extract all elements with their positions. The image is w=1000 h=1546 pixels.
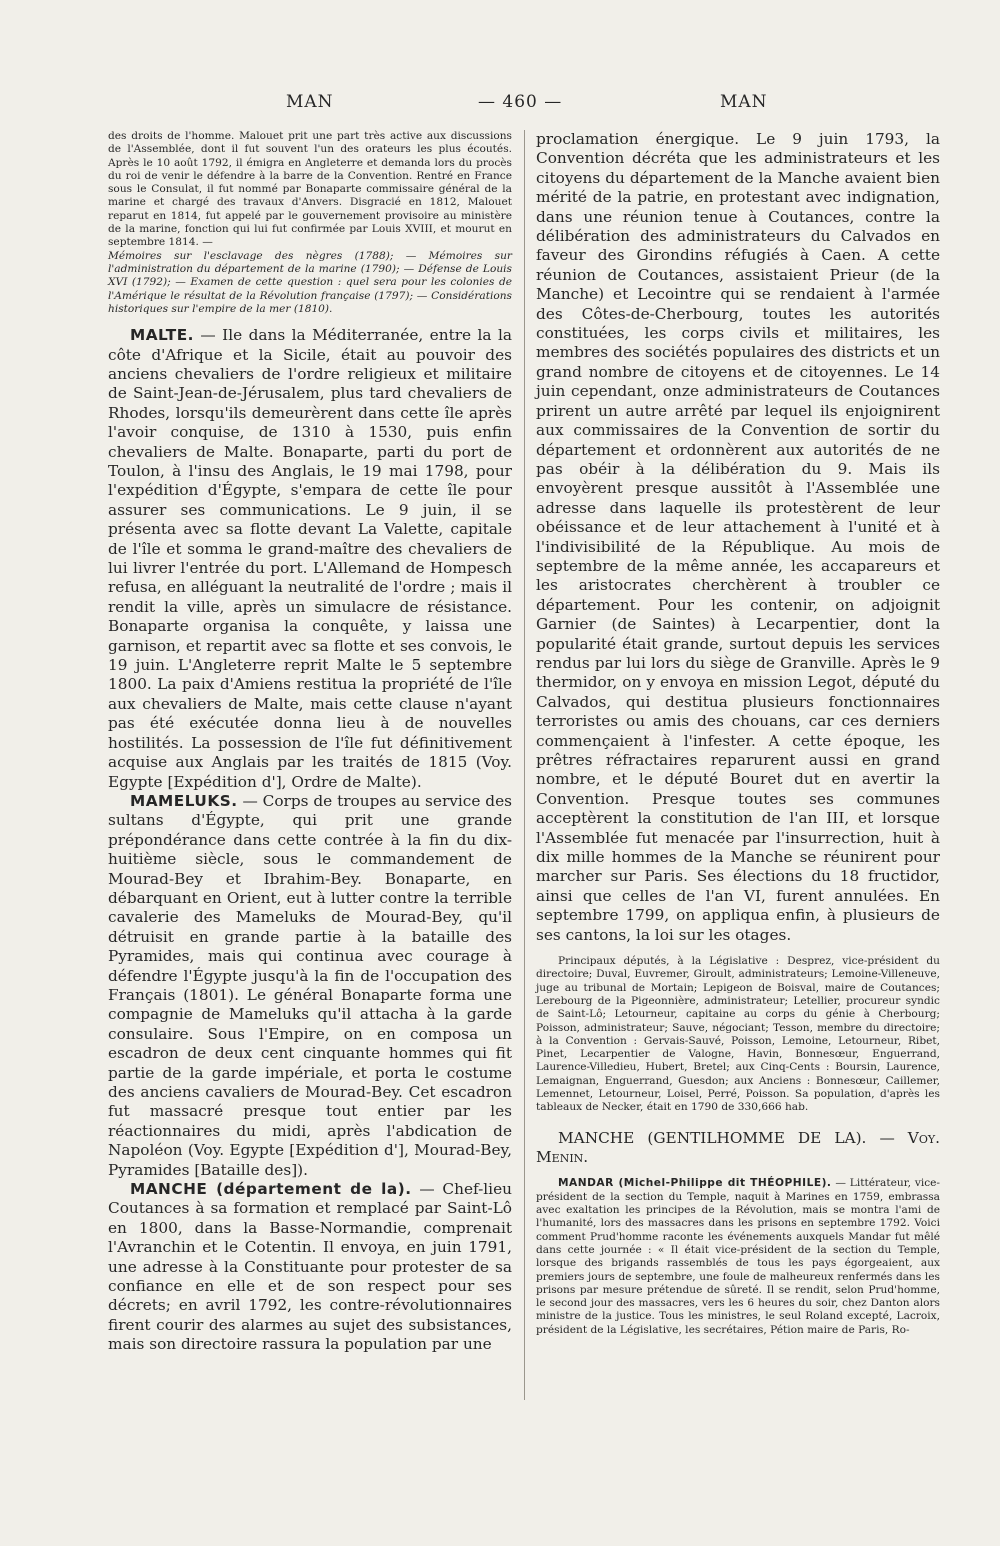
- headword-mandar: MANDAR (Michel-Philippe dit THÉOPHILE).: [558, 1177, 832, 1190]
- header-left-word: MAN: [286, 92, 334, 112]
- entry-mandar-text: — Littérateur, vice-président de la section du Temple, naquit à Marines en 1759, embrassa avec exaltation les principes de la Révolution, mais se montra l'ami de l'humanité, lors des massacres dans les prisons en septembre 1792. Voici comment Prud'homme raconte les événements auxquels Mandar fut mêlé dans cette journée : « Il était vice-président de la section du Temple, lorsque des brigands rassemblés de tous les pays égorgeaient, aux premiers jours de septembre, une foule de malheureux renfermés dans les prisons par mesure prétendue de sûreté. Il se rendit, selon Prud'homme, le second jour des massacres, vers les 6 heures du soir, chez Danton alors ministre de la justice. Tous les ministres, le seul Roland excepté, Lacroix, président de la Législative, les secrétaires, Pétion maire de Paris, Ro-: [536, 1177, 941, 1336]
- entry-mameluks: [108, 792, 512, 1180]
- running-header: [0, 92, 1000, 120]
- headword-manche: MANCHE (département de la).: [130, 1180, 412, 1199]
- entry-malte-text: — Ile dans la Méditerranée, entre la la côte d'Afrique et la Sicile, était au pouvoir des anciens chevaliers de l'ordre religieux et militaire de Saint-Jean-de-Jérusalem, plus tard chevaliers de Rhodes, lorsqu'ils demeurèrent dans cette île après l'avoir conquise, de 1310 à 1530, puis enfin chevaliers de Malte. Bonaparte, parti du port de Toulon, à l'insu des Anglais, le 19 mai 1798, pour l'expédition d'Égypte, s'empara de cette île pour assurer ses communications. Le 9 juin, il se présenta avec sa flotte devant La Valette, capitale de l'île et somma le grand-maître des chevaliers de lui livrer l'entrée du port. L'Allemand de Hompesch refusa, en alléguant la neutralité de l'ordre ; mais il rendit la ville, après un simulacre de résistance. Bonaparte organisa la conquête, y laissa une garnison, et repartit avec sa flotte et ses convois, le 19 juin. L'Angleterre reprit Malte le 5 septembre 1800. La paix d'Amiens restitua la propriété de l'île aux chevaliers de Malte, mais cette clause n'ayant pas été exécutée donna lieu à de nouvelles hostilités. La possession de l'île fut définitivement acquise aux Anglais par les traités de 1815 (Voy. Egypte [Expédition d'], Ordre de Malte).: [108, 326, 512, 791]
- manche-deputes: Principaux députés, à la Législative : Desprez, vice-président du directoire; Duval, Euvremer, Giroult, administrateurs; Lemoine-Villeneuve, juge au tribunal de Mortain; Lepigeon de Boisval, maire de Coutances; Lerebourg de la Pigeonnière, administrateur; Letellier, procureur syndic de Saint-Lô; Letourneur, capitaine au corps du génie à Cherbourg; Poisson, administrateur; Sauve, négociant; Tesson, membre du directoire; à la Convention : Gervais-Sauvé, Poisson, Lemoine, Letourneur, Ribet, Pinet, Lecarpentier de Valogne, Havin, Bonnesœur, Enguerrand, Laurence-Villedieu, Hubert, Bretel; aux Cinq-Cents : Boursin, Laurence, Lemaignan, Enguerrand, Guesdon; aux Anciens : Bonnesœur, Caillemer, Lemennet, Letourneur, Loisel, Perré, Poisson. Sa population, d'après les tableaux de Necker, était en 1790 de 330,666 hab.: [536, 955, 940, 1114]
- entry-mandar: [536, 1177, 940, 1337]
- entry-malte: [108, 326, 512, 792]
- column-divider: [524, 130, 525, 1400]
- headword-mameluks: MAMELUKS.: [130, 791, 238, 810]
- entry-mameluks-text: — Corps de troupes au service des sultans d'Égypte, qui prit une grande prépondérance dans cette contrée à la fin du dix-huitième siècle, sous le commandement de Mourad-Bey et Ibrahim-Bey. Bonaparte, en débarquant en Orient, eut à lutter contre la terrible cavalerie des Mameluks de Mourad-Bey, qu'il détruisit en grande partie à la bataille des Pyramides, mais qui continua avec courage à défendre l'Égypte jusqu'à la fin de l'occupation des Français (1801). Le général Bonaparte forma une compagnie de Mameluks qu'il attacha à la garde consulaire. Sous l'Empire, on en composa un escadron de deux cent cinquante hommes qui fit partie de la garde impériale, et porta le costume des anciens cavaliers de Mourad-Bey. Cet escadron fut massacré presque tout entier par les réactionnaires du midi, après l'abdication de Napoléon (Voy. Egypte [Expédition d'], Mourad-Bey, Pyramides [Bataille des]).: [108, 791, 512, 1179]
- headword-malte: MALTE.: [130, 326, 194, 345]
- entry-manche: [108, 1180, 512, 1355]
- page-number: — 460 —: [478, 92, 563, 112]
- entry-manche-continued: proclamation énergique. Le 9 juin 1793, la Convention décréta que les administrateurs et les citoyens du département de la Manche avaient bien mérité de la patrie, en protestant avec indignation, dans une réunion tenue à Coutances, contre la délibération des administrateurs du Calvados en faveur des Girondins réfugiés à Caen. A cette réunion de Coutances, assistaient Prieur (de la Manche) et Lecointre qui se rendaient à l'armée des Côtes-de-Cherbourg, toutes les autorités constituées, les corps civils et militaires, les membres des sociétés populaires des districts et un grand nombre de citoyens et de citoyennes. Le 14 juin cependant, onze administrateurs de Coutances prirent un autre arrêté par lequel ils enjoignirent aux commissaires de la Convention de sortir du département et ordonnèrent aux autorités de ne pas obéir à la délibération du 9. Mais ils envoyèrent presque aussitôt à l'Assemblée une adresse dans laquelle ils protestèrent de leur obéissance et de leur attachement à l'unité et à l'indivisibilité de la République. Au mois de septembre de la même année, les accapareurs et les aristocrates cherchèrent à troubler ce département. Pour les contenir, on adjoignit Garnier (de Saintes) à Lecarpentier, dont la popularité était grande, surtout depuis les services rendus par lui lors du siège de Granville. Après le 9 thermidor, on y envoya en mission Legot, député du Calvados, qui destitua plusieurs fonctionnaires terroristes ou amis des chouans, car ces derniers commençaient à l'infester. A cette époque, les prêtres réfractaires reparurent aussi en grand nombre, et le député Bouret dut en avertir la Convention. Presque toutes ses communes acceptèrent la constitution de l'an III, et lorsque l'Assemblée fut menacée par l'insurrection, huit à dix mille hommes de la Manche se réunirent pour marcher sur Paris. Ses élections du 18 fructidor, ainsi que celles de l'an VI, furent annulées. En septembre 1799, on appliqua enfin, à plusieurs de ses cantons, la loi sur les otages.: [536, 130, 940, 944]
- malouet-continuation: des droits de l'homme. Malouet prit une part très active aux discussions de l'Assemblée, dont il fut souvent l'un des orateurs les plus écoutés. Après le 10 août 1792, il émigra en Angleterre et demanda lors du procès du roi de venir le défendre à la barre de la Convention. Rentré en France sous le Consulat, il fut nommé par Bonaparte commissaire général de la marine et chargé des travaux d'Anvers. Disgracié en 1812, Malouet reparut en 1814, fut appelé par le gouvernement provisoire au ministère de la marine, fonction qui lui fut confirmée par Louis XVIII, et mourut en septembre 1814. —: [108, 130, 512, 249]
- entry-manche-text-a: — Chef-lieu Coutances à sa formation et remplacé par Saint-Lô en 1800, dans la Basse-Normandie, comprenait l'Avranchin et le Cotentin. Il envoya, en juin 1791, une adresse à la Constituante pour protester de sa confiance en elle et de son respect pour ses décrets; en avril 1792, les contre-révolutionnaires firent courir des alarmes au sujet des subsistances, mais son directoire rassura la population par une: [108, 1180, 512, 1354]
- header-right-word: MAN: [720, 92, 768, 112]
- entry-manche-gentilhomme: MANCHE (GENTILHOMME DE LA). — Voy. Menin.: [536, 1128, 940, 1167]
- right-column: [536, 130, 940, 1337]
- malouet-works: Mémoires sur l'esclavage des nègres (1788); — Mémoires sur l'administration du département de la marine (1790); — Défense de Louis XVI (1792); — Examen de cette question : quel sera pour les colonies de l'Amérique le résultat de la Révolution française (1797); — Considérations historiques sur l'empire de la mer (1810).: [108, 249, 512, 315]
- left-column: [108, 130, 512, 1355]
